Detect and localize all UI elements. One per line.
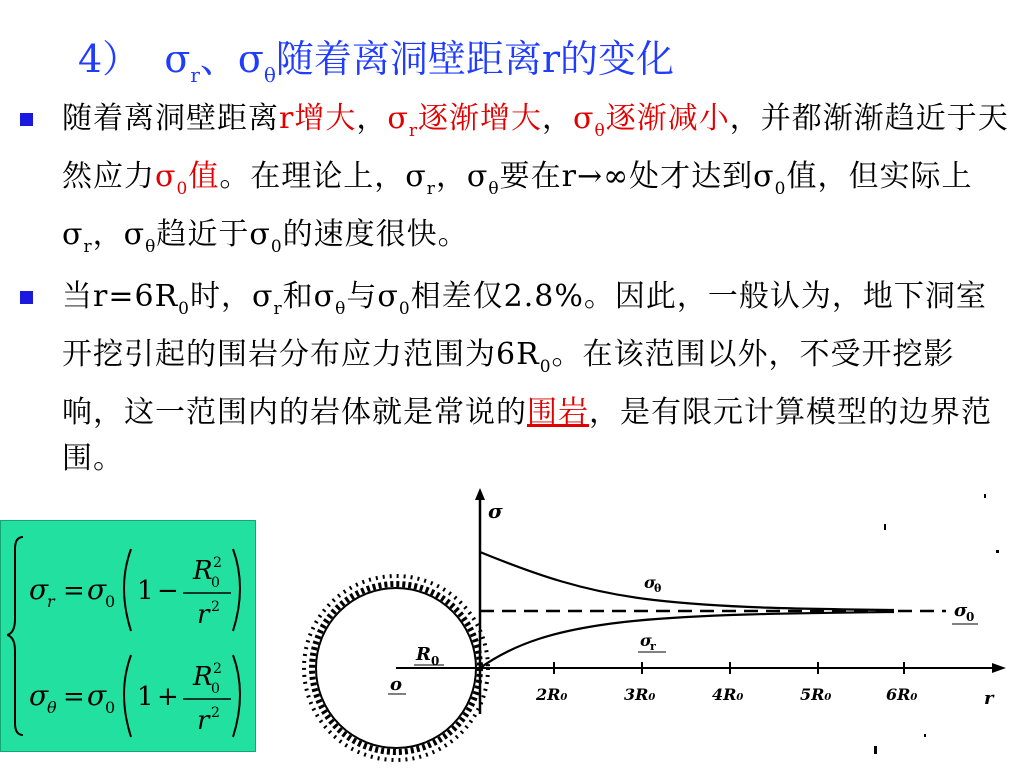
scan-noise (874, 494, 999, 754)
tick-4r0: 4R₀ (712, 685, 744, 704)
svg-text:r: r (197, 706, 210, 736)
svg-text:R: R (193, 662, 213, 692)
svg-text:0: 0 (966, 610, 975, 624)
svg-text:θ: θ (47, 698, 57, 717)
svg-text:0: 0 (105, 592, 116, 611)
svg-text:2: 2 (213, 555, 222, 571)
left-brace (7, 537, 23, 735)
sigma-r-lhs: σ (29, 573, 49, 606)
bullet-item-1: 随着离洞壁距离r增大，$\sigma_r$逐渐增大，$\sigma_\theta$逐渐减小，并都渐渐趋近于天然应力$\sigma_0$值。在理论上，$\sigma_r$，$\sigma_\theta$要在r→∞处才达到$\sigma_0$值，但实际上$\sigma_r$，$\sigma_\theta$趋近于$\sigma_0$的速度很快。 (20, 96, 1010, 270)
sigma-theta-curve (480, 552, 894, 610)
svg-text:+: + (157, 682, 179, 712)
stress-distribution-figure (284, 484, 1014, 768)
svg-text:2: 2 (211, 705, 220, 721)
svg-text:0: 0 (105, 698, 116, 717)
sigma-axis-label: σ (488, 499, 503, 523)
slide-title: 4） $\sigma_r$、$\sigma_\theta$随着离洞壁距离r的变化 (78, 37, 675, 87)
sigma0-label: σ (954, 600, 968, 621)
formula-box (0, 520, 256, 752)
svg-text:0: 0 (211, 681, 220, 697)
tick-3r0: 3R₀ (624, 685, 656, 704)
bullet-item-2: 当$r=6R_0$时，$\sigma_r$和$\sigma_\theta$与$\sigma_0$相差仅2.8%。因此，一般认为，地下洞室开挖引起的围岩分布应力范围为$6R_0$。在该范围以外，不受开挖影响，这一范围内的岩体就是常说的围岩，是有限元计算模型的边界范围。 (20, 274, 1010, 482)
square-bullet-icon (20, 291, 33, 304)
tick-5r0: 5R₀ (800, 685, 832, 704)
bullet-list (20, 96, 1010, 482)
svg-text:=: = (63, 682, 85, 712)
svg-text:0: 0 (211, 575, 220, 591)
stress-formula (7, 527, 247, 745)
svg-text:r: r (47, 592, 55, 611)
svg-text:2: 2 (213, 661, 222, 677)
svg-text:0: 0 (431, 654, 440, 668)
sigma-r-label: σ (640, 631, 652, 650)
origin-label: o (390, 674, 403, 695)
svg-text:r: r (197, 600, 210, 630)
svg-text:r: r (650, 640, 656, 653)
svg-text:R: R (193, 556, 213, 586)
tick-2r0: 2R₀ (536, 685, 568, 704)
svg-text:2: 2 (211, 599, 220, 615)
keyword-surrounding-rock: 围岩 (527, 395, 589, 430)
svg-text:σ: σ (87, 573, 107, 606)
svg-text:σ: σ (87, 679, 107, 712)
tick-6r0: 6R₀ (886, 685, 918, 704)
sigma-theta-label: σ (644, 573, 656, 592)
svg-text:=: = (63, 576, 85, 606)
square-bullet-icon (20, 113, 33, 126)
sigma-theta-lhs: σ (29, 679, 49, 712)
svg-text:1: 1 (137, 576, 154, 606)
r-axis-label: r (984, 688, 994, 709)
sigma-r-curve (480, 612, 894, 668)
svg-text:−: − (157, 576, 179, 606)
svg-text:1: 1 (137, 682, 154, 712)
r0-label: R (416, 644, 431, 665)
svg-text:θ: θ (654, 582, 662, 595)
